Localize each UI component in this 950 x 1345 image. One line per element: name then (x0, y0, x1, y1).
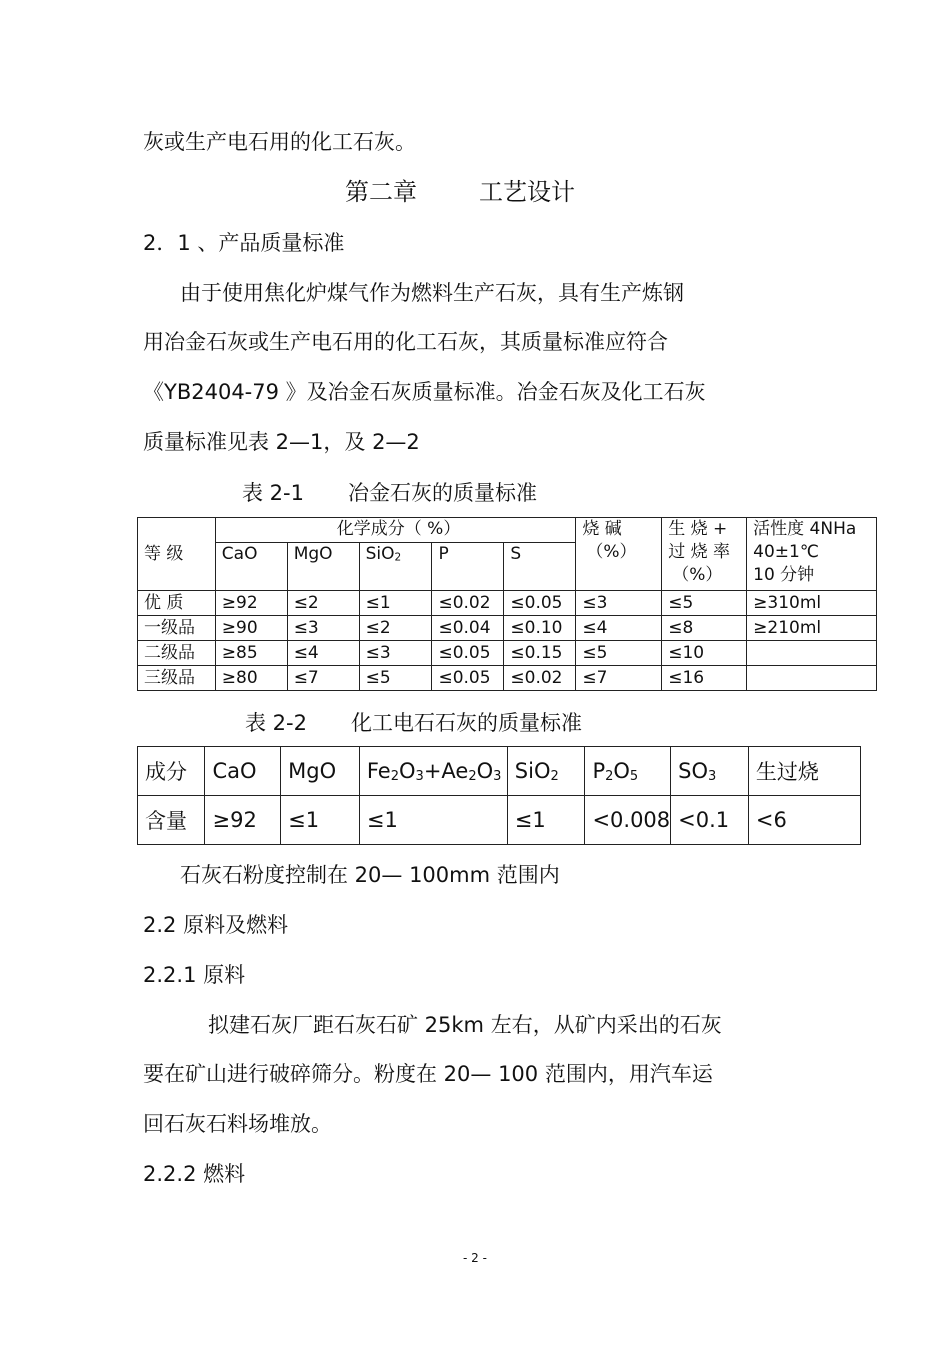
raw-overburn-header: 生过烧 (748, 747, 860, 796)
cao-header: CaO (205, 747, 281, 796)
table-cell: ≥92 (205, 796, 281, 845)
table-cell: ≤0.02 (432, 591, 504, 616)
section-2-2-1-heading: 2.2.1 原料 (143, 963, 246, 987)
table-1-caption-title: 冶金石灰的质量标准 (347, 481, 537, 505)
table-cell: ≥310ml (747, 591, 877, 616)
table-cell: ≤16 (662, 666, 747, 691)
table-cell: ≤0.02 (504, 666, 576, 691)
activity-header: 活性度 4NHa 40±1℃ 10 分钟 (747, 518, 877, 591)
table-metallurgical-lime (137, 517, 877, 691)
chemical-composition-header: 化学成分（ %） (215, 518, 576, 543)
table-cell: ≤0.05 (504, 591, 576, 616)
table-cell: ≥85 (215, 641, 287, 666)
row-label: 一级品 (138, 616, 216, 641)
particle-size-line: 石灰石粉度控制在 20— 100mm 范围内 (180, 863, 560, 887)
sub-header-p: P (432, 543, 504, 591)
table-cell: ≤1 (359, 796, 507, 845)
table-cell: ≤5 (662, 591, 747, 616)
table-cell: <0.1 (671, 796, 749, 845)
row-label: 三级品 (138, 666, 216, 691)
table-2-caption (245, 709, 582, 737)
chapter-heading (345, 176, 575, 208)
table-cell: ≤0.15 (504, 641, 576, 666)
sub-header-mgo: MgO (287, 543, 359, 591)
p2o5-header: $P_2O_5$ (585, 747, 671, 796)
carry-over-line: 灰或生产电石用的化工石灰。 (143, 130, 416, 154)
sub-header-cao: CaO (215, 543, 287, 591)
paragraph-1-line-4: 质量标准见表 2—1，及 2—2 (143, 430, 420, 454)
burn-alkali-header: 烧 碱 （%） (576, 518, 662, 591)
table-cell: ≥90 (215, 616, 287, 641)
table-cell: ≤0.04 (432, 616, 504, 641)
row-label: 优 质 (138, 591, 216, 616)
table-cell: ≤0.05 (432, 666, 504, 691)
row-label: 二级品 (138, 641, 216, 666)
table-cell: ≤5 (359, 666, 432, 691)
table-1-caption-number: 表 2-1 (242, 481, 304, 505)
table-header-row (138, 747, 861, 796)
page-number: - 2 - (463, 1251, 487, 1265)
table-cell: ≤5 (576, 641, 662, 666)
table-cell: ≤3 (359, 641, 432, 666)
table-1-caption (242, 479, 537, 507)
table-cell: ≤10 (662, 641, 747, 666)
table-row (138, 796, 861, 845)
row-label: 含量 (138, 796, 205, 845)
section-2-2-2-heading: 2.2.2 燃料 (143, 1162, 246, 1186)
mgo-header: MgO (281, 747, 360, 796)
sub-header-sio2: SiO$_2$ (359, 543, 432, 591)
table-cell: ≥210ml (747, 616, 877, 641)
sio2-header: SiO$_2$ (507, 747, 585, 796)
sub-header-s: S (504, 543, 576, 591)
table-cell: ≤7 (576, 666, 662, 691)
table-cell: ≤4 (576, 616, 662, 641)
table-cell: ≤1 (359, 591, 432, 616)
table-cell: <0.008 (585, 796, 671, 845)
chapter-number: 第二章 (345, 178, 417, 206)
table-row (138, 641, 877, 666)
so3-header: $SO_3$ (671, 747, 749, 796)
table-2-caption-number: 表 2-2 (245, 711, 307, 735)
table-cell (747, 666, 877, 691)
paragraph-2-line-2: 要在矿山进行破碎筛分。粉度在 20— 100 范围内，用汽车运 (143, 1062, 713, 1086)
fe2o3-header: $Fe_2O_3+Ae_2O_3$ (359, 747, 507, 796)
paragraph-2-line-1: 拟建石灰厂距石灰石矿 25km 左右，从矿内采出的石灰 (208, 1013, 722, 1037)
component-header: 成分 (138, 747, 205, 796)
table-cell: ≥92 (215, 591, 287, 616)
table-cell: ≥80 (215, 666, 287, 691)
table-cell: ≤1 (507, 796, 585, 845)
table-cell: ≤0.05 (432, 641, 504, 666)
table-cell: ≤4 (287, 641, 359, 666)
table-2-caption-title: 化工电石石灰的质量标准 (350, 711, 582, 735)
table-cell: <6 (748, 796, 860, 845)
raw-overburn-header: 生 烧 + 过 烧 率 （%） (662, 518, 747, 591)
grade-header: 等 级 (138, 518, 216, 591)
table-cell (747, 641, 877, 666)
table-cell: ≤3 (287, 616, 359, 641)
paragraph-1-line-1: 由于使用焦化炉煤气作为燃料生产石灰，具有生产炼钢 (180, 281, 684, 305)
table-cell: ≤8 (662, 616, 747, 641)
table-row (138, 591, 877, 616)
table-cell: ≤3 (576, 591, 662, 616)
table-cell: ≤0.10 (504, 616, 576, 641)
paragraph-1-line-2: 用冶金石灰或生产电石用的化工石灰，其质量标准应符合 (143, 330, 668, 354)
table-cell: ≤2 (287, 591, 359, 616)
paragraph-2-line-3: 回石灰石料场堆放。 (143, 1112, 332, 1136)
table-row (138, 666, 877, 691)
chapter-title: 工艺设计 (479, 178, 575, 206)
table-cell: ≤1 (281, 796, 360, 845)
table-row (138, 616, 877, 641)
table-cell: ≤7 (287, 666, 359, 691)
table-cell: ≤2 (359, 616, 432, 641)
section-2-1-heading: 2．1 、产品质量标准 (143, 231, 345, 255)
table-chemical-lime (137, 746, 861, 845)
paragraph-1-line-3: 《YB2404-79 》及冶金石灰质量标准。冶金石灰及化工石灰 (143, 380, 706, 404)
section-2-2-heading: 2.2 原料及燃料 (143, 913, 289, 937)
